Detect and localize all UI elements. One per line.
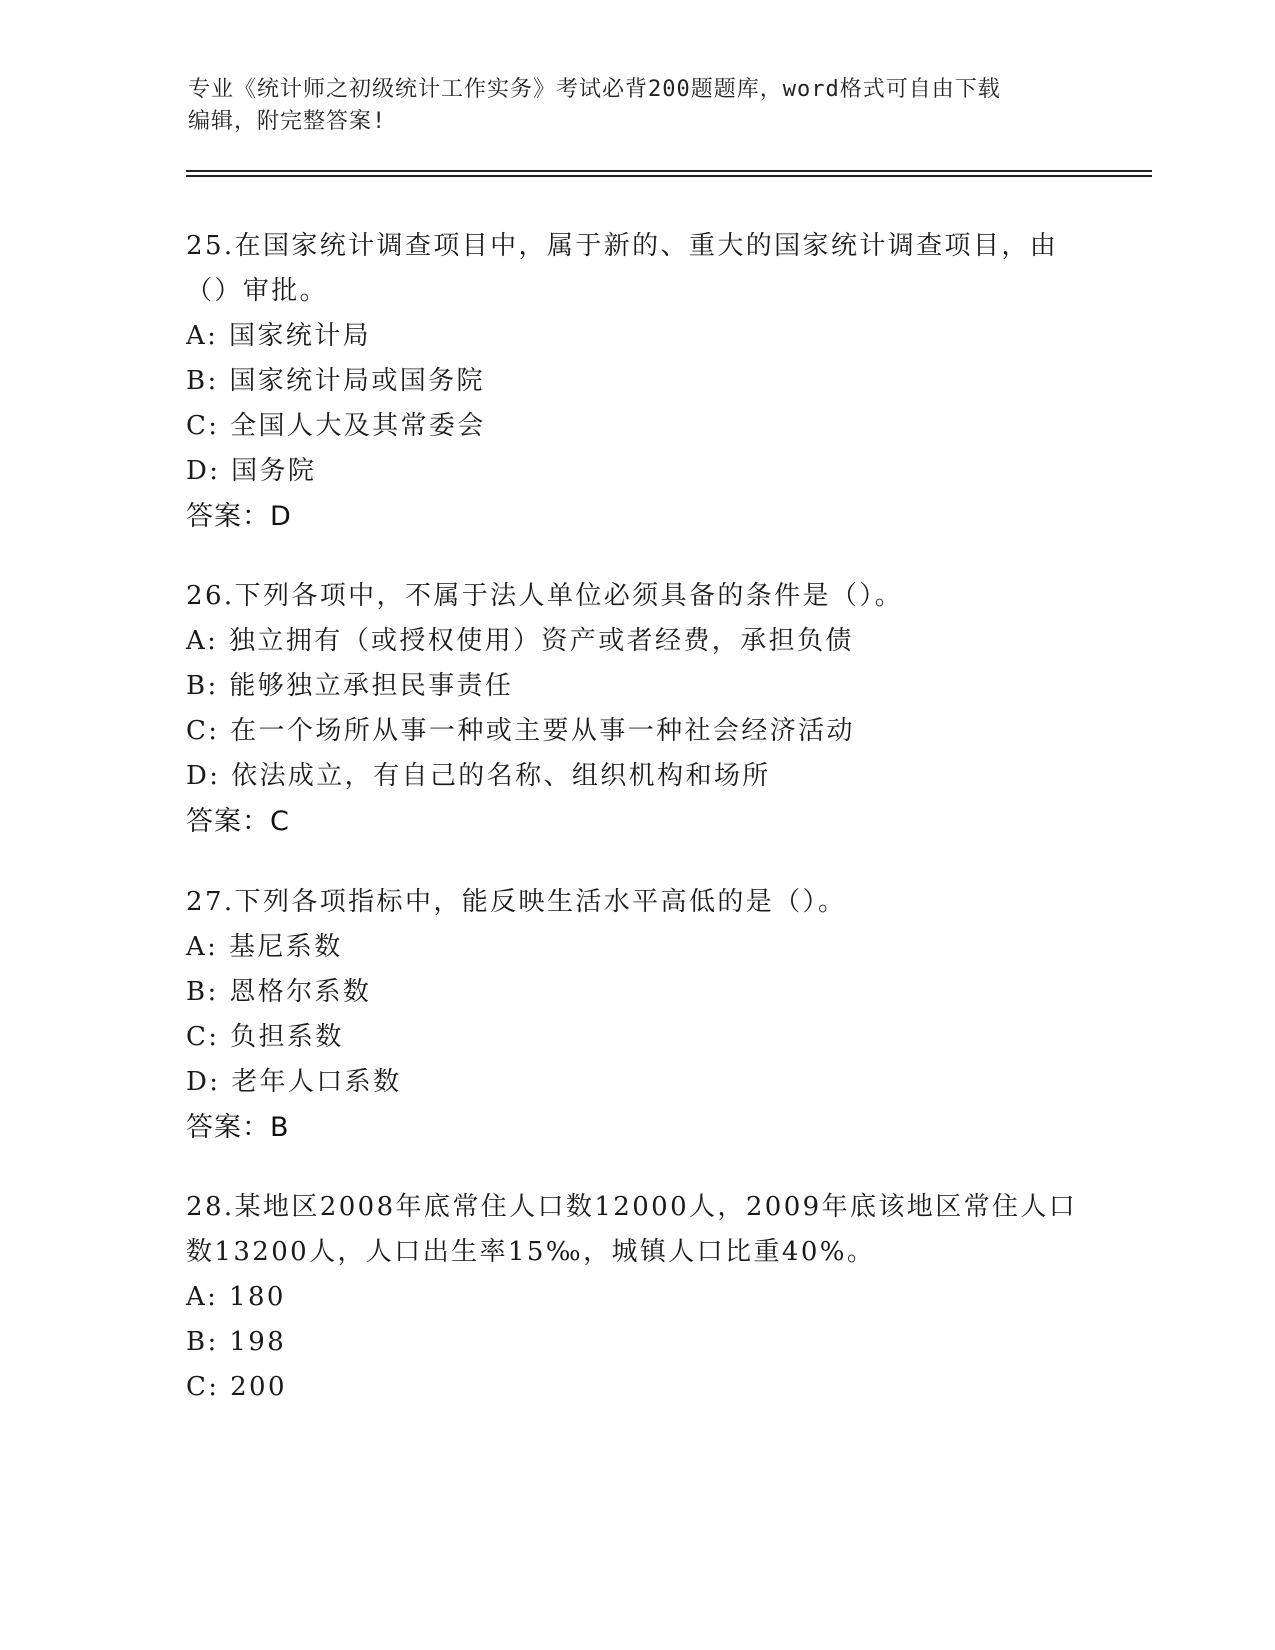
- option-b: B: 国家统计局或国务院: [186, 366, 485, 396]
- option-c: C: 200: [186, 1372, 287, 1402]
- question-stem: 27.下列各项指标中，能反映生活水平高低的是（）。: [186, 887, 847, 917]
- option-d: D: 国务院: [186, 456, 317, 486]
- question-stem: 28.某地区2008年底常住人口数12000人，2009年底该地区常住人口: [186, 1192, 1078, 1222]
- question-stem: 26.下列各项中，不属于法人单位必须具备的条件是（）。: [186, 581, 904, 611]
- document-header: [188, 74, 1078, 138]
- option-c: C: 全国人大及其常委会: [186, 411, 486, 441]
- question-stem: 25.在国家统计调查项目中，属于新的、重大的国家统计调查项目，由: [186, 231, 1059, 261]
- question-27: [186, 880, 1086, 1150]
- option-c: C: 负担系数: [186, 1022, 344, 1052]
- header-line-2: 编辑，附完整答案!: [188, 109, 387, 134]
- option-a: A: 180: [186, 1282, 286, 1312]
- option-b: B: 恩格尔系数: [186, 977, 372, 1007]
- answer: 答案：B: [186, 1112, 290, 1143]
- option-d: D: 老年人口系数: [186, 1067, 402, 1097]
- header-line-1: 专业《统计师之初级统计工作实务》考试必背200题题库，word格式可自由下载: [188, 77, 1001, 102]
- option-d: D: 依法成立，有自己的名称、组织机构和场所: [186, 761, 771, 791]
- question-stem-continued: （）审批。: [186, 276, 329, 306]
- question-26: [186, 574, 1086, 844]
- header-divider-bottom: [186, 175, 1152, 177]
- option-a: A: 国家统计局: [186, 321, 372, 351]
- option-a: A: 独立拥有（或授权使用）资产或者经费，承担负债: [186, 626, 854, 656]
- answer: 答案：D: [186, 501, 292, 532]
- option-b: B: 198: [186, 1327, 287, 1357]
- header-divider-top: [186, 170, 1152, 172]
- question-stem-continued: 数13200人，人口出生率15‰，城镇人口比重40%。: [186, 1237, 876, 1267]
- question-25: [186, 224, 1086, 539]
- option-c: C: 在一个场所从事一种或主要从事一种社会经济活动: [186, 716, 855, 746]
- answer: 答案：C: [186, 806, 290, 837]
- question-28: [186, 1185, 1086, 1410]
- option-a: A: 基尼系数: [186, 932, 343, 962]
- option-b: B: 能够独立承担民事责任: [186, 671, 514, 701]
